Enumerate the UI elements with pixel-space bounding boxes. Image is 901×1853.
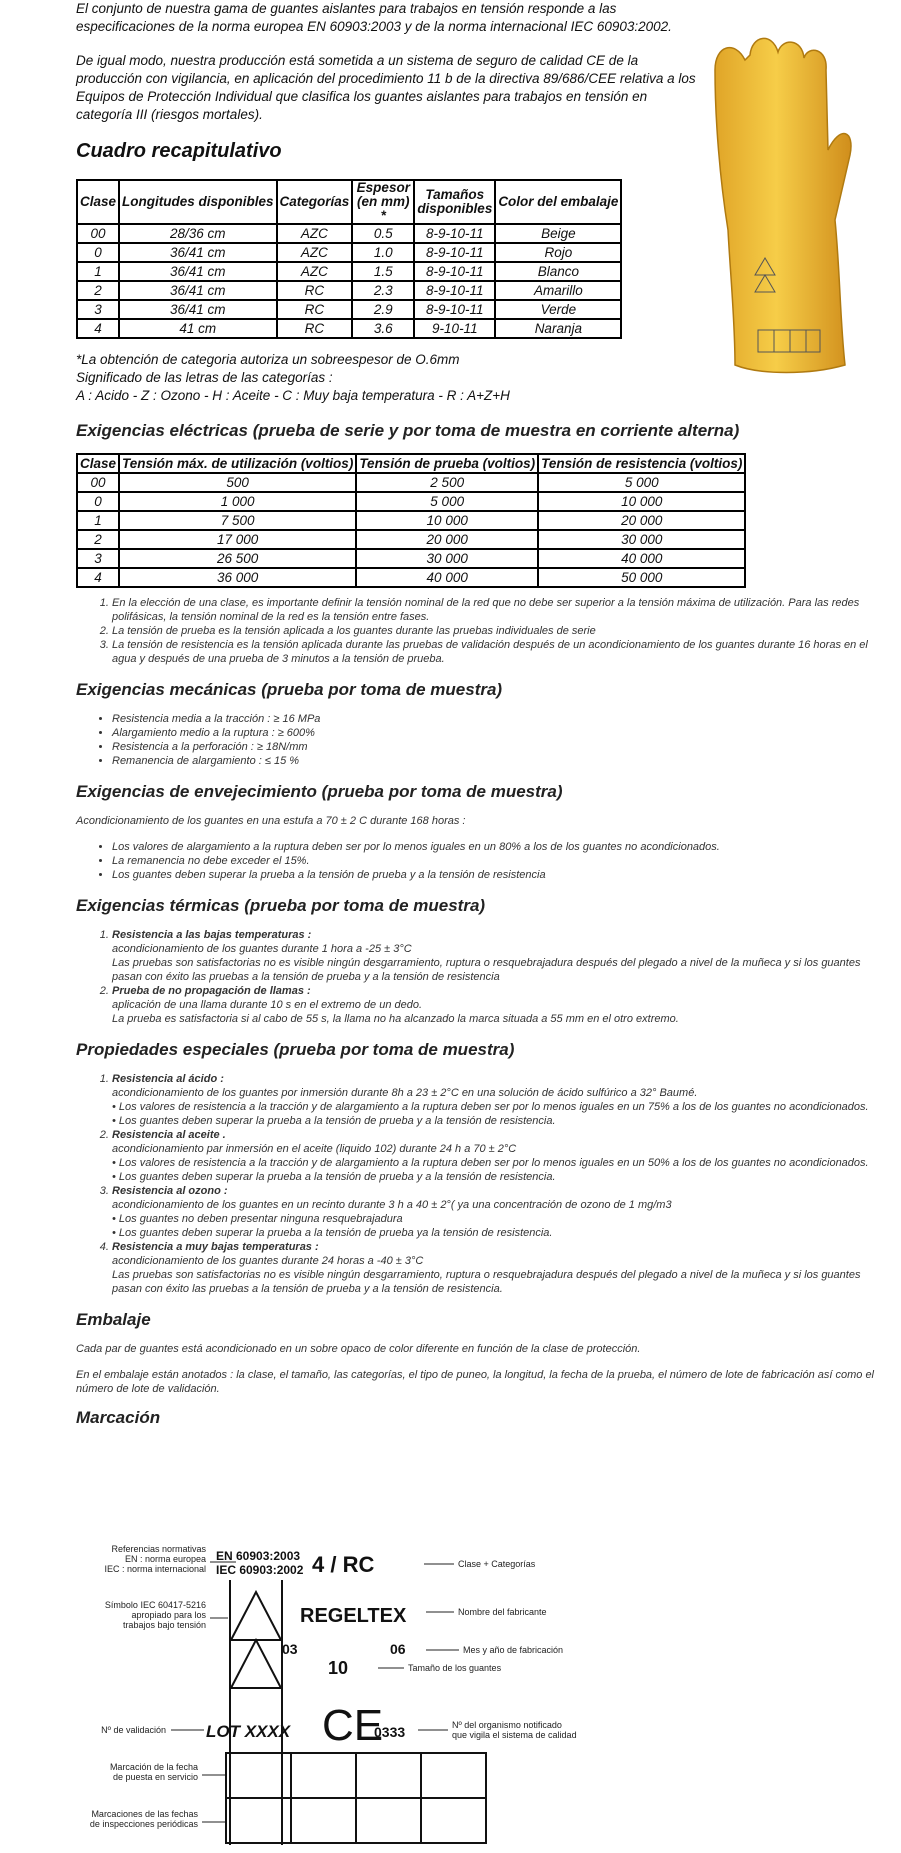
class-label: Clase + Categorías	[458, 1559, 536, 1569]
table-cell: Verde	[495, 300, 621, 319]
list-item: • Resistencia media a la tracción : ≥ 16 MPa	[112, 712, 876, 726]
standard-en: EN 60903:2003	[216, 1549, 301, 1563]
list-item: 3. La tensión de resistencia es la tensión aplicada durante las pruebas de validación después de un acondicionamiento de los guantes durante 16 horas en el agua y después de una prueba de 3 minutos a la tensión de prueba.	[112, 638, 876, 666]
table-cell: 2.9	[352, 300, 414, 319]
marking-diagram	[76, 1540, 676, 1845]
table-cell: 1.0	[352, 243, 414, 262]
table-cell: 40 000	[538, 549, 745, 568]
pointer-arrows	[171, 1562, 459, 1822]
list-item: 1. En la elección de una clase, es importante definir la tensión nominal de la red que no debe ser superior a la tensión máxima de utilización. Para las redes polifásicas, la tensión nominal de la red es la tensión entre fases.	[112, 596, 876, 624]
item-line: • Los guantes deben superar la prueba a la tensión de prueba y a la tensión de resistencia.	[112, 1115, 556, 1127]
table-cell: AZC	[277, 262, 353, 281]
table-cell: 0	[77, 492, 119, 511]
table-cell: 8-9-10-11	[414, 281, 495, 300]
table-cell: 8-9-10-11	[414, 300, 495, 319]
inspect-label-line: de inspecciones periódicas	[89, 1819, 198, 1829]
table-row	[77, 530, 745, 549]
item-line: acondicionamiento de los guantes durante 1 hora a -25 ± 3°C	[112, 943, 412, 955]
aging-intro: Acondicionamiento de los guantes en una estufa a 70 ± 2 C durante 168 horas :	[76, 815, 466, 827]
item-line: • Los guantes deben superar la prueba a la tensión de prueba y a la tensión de resistencia.	[112, 1171, 556, 1183]
list-item	[112, 1240, 876, 1296]
table-cell: 30 000	[538, 530, 745, 549]
table-row	[77, 262, 621, 281]
table-cell: 0	[77, 243, 119, 262]
standard-iec: IEC 60903:2002	[216, 1563, 304, 1577]
item-line: La prueba es satisfactoria si al cabo de 55 s, la llama no ha alcanzado la marca situada a 55 mm en el otro extremo.	[112, 1013, 679, 1025]
list-item: • Los valores de alargamiento a la ruptura deben ser por lo menos iguales en un 80% a los de los guantes no acondicionados.	[112, 840, 876, 854]
table-cell: 00	[77, 473, 119, 492]
electrical-notes	[76, 596, 876, 666]
table-cell: Naranja	[495, 319, 621, 338]
aging-title: Exigencias de envejecimiento (prueba por toma de muestra)	[76, 782, 563, 801]
item-line: • Los guantes deben superar la prueba a la tensión de prueba ya la tensión de resistencia.	[112, 1227, 553, 1239]
list-item	[112, 1184, 876, 1240]
header-cell: Categorías	[277, 180, 353, 224]
table-cell: 26 500	[119, 549, 356, 568]
intro-paragraph-2: De igual modo, nuestra producción está sometida a un sistema de seguro de calidad CE de la producción con vigilancia, en aplicación del procedimiento 11 b de la directiva 89/686/CEE relativa a los Equipos de Protección Individual que clasifica los guantes aislantes para trabajos en tensión en categoría III (riesgos mortales).	[76, 53, 696, 122]
table-cell: 4	[77, 568, 119, 587]
table-row	[77, 224, 621, 243]
table-cell: 500	[119, 473, 356, 492]
table-cell: 00	[77, 224, 119, 243]
table-cell: 1	[77, 511, 119, 530]
size-label: Tamaño de los guantes	[408, 1663, 502, 1673]
table-cell: 1 000	[119, 492, 356, 511]
std-label-line: Referencias normativas	[111, 1544, 206, 1554]
std-label-line: IEC : norma internacional	[104, 1564, 206, 1574]
table-cell: 20 000	[356, 530, 538, 549]
table-cell: 20 000	[538, 511, 745, 530]
table-cell: 36/41 cm	[119, 281, 277, 300]
category-meaning: A : Acido - Z : Ozono - H : Aceite - C : Muy baja temperatura - R : A+Z+H	[76, 388, 510, 403]
list-item	[112, 928, 876, 984]
aging-list	[76, 840, 876, 882]
fabrication-year: 06	[390, 1641, 406, 1657]
item-line: acondicionamiento par inmersión en el aceite (liquido 102) durante 24 h a 70 ± 2°C	[112, 1143, 517, 1155]
table-cell: 2 500	[356, 473, 538, 492]
special-title: Propiedades especiales (prueba por toma de muestra)	[76, 1040, 515, 1059]
table-cell: Beige	[495, 224, 621, 243]
list-item: • Alargamiento medio a la ruptura : ≥ 600%	[112, 726, 876, 740]
item-line: acondicionamiento de los guantes durante 24 horas a -40 ± 3°C	[112, 1255, 424, 1267]
item-heading: 1. Resistencia al ácido :	[112, 1073, 224, 1085]
table-cell: 5 000	[538, 473, 745, 492]
table-cell: 1	[77, 262, 119, 281]
std-label-line: EN : norma europea	[124, 1554, 206, 1564]
symbol-label-line: apropiado para los	[131, 1610, 206, 1620]
brand-label: Nombre del fabricante	[458, 1607, 547, 1617]
table-row	[77, 300, 621, 319]
header-cell: Clase	[77, 454, 119, 473]
electrical-table	[76, 453, 746, 588]
header-cell: Tensión de resistencia (voltios)	[538, 454, 745, 473]
item-heading: 1. Resistencia a las bajas temperaturas :	[112, 929, 312, 941]
table-cell: RC	[277, 281, 353, 300]
table-row	[77, 568, 745, 587]
list-item: • Remanencia de alargamiento : ≤ 15 %	[112, 754, 876, 768]
table-cell: RC	[277, 319, 353, 338]
thermal-title: Exigencias térmicas (prueba por toma de muestra)	[76, 896, 486, 915]
item-heading: 4. Resistencia a muy bajas temperaturas :	[112, 1241, 319, 1253]
table-row	[77, 511, 745, 530]
header-cell: Clase	[77, 180, 119, 224]
table-cell: 30 000	[356, 549, 538, 568]
table-cell: 2.3	[352, 281, 414, 300]
table-cell: 28/36 cm	[119, 224, 277, 243]
table-cell: 10 000	[356, 511, 538, 530]
item-line: acondicionamiento de los guantes en un recinto durante 3 h a 40 ± 2°( ya una concentración de ozono de 1 mg/m3	[112, 1199, 672, 1211]
packaging-paragraph-2: En el embalaje están anotados : la clase, el tamaño, las categorías, el tipo de puneo, la longitud, la fecha de la prueba, el número de lote de fabricación así como el número de lote de validación.	[76, 1369, 875, 1395]
item-line: • Los valores de resistencia a la tracción y de alargamiento a la ruptura deben ser por lo menos iguales en un 75% a los de los guantes no acondicionados.	[112, 1101, 869, 1113]
table-cell: 8-9-10-11	[414, 243, 495, 262]
thermal-list	[76, 928, 876, 1026]
thickness-note: *La obtención de categoria autoriza un sobreespesor de O.6mm	[76, 352, 460, 367]
table-cell: 41 cm	[119, 319, 277, 338]
table-cell: 4	[77, 319, 119, 338]
header-cell: Tensión de prueba (voltios)	[356, 454, 538, 473]
header-cell: Espesor (en mm) *	[352, 180, 414, 224]
list-item: • La remanencia no debe exceder el 15%.	[112, 854, 876, 868]
item-line: aplicación de una llama durante 10 s en el extremo de un dedo.	[112, 999, 423, 1011]
table-cell: 8-9-10-11	[414, 224, 495, 243]
lot-number: LOT XXXX	[206, 1722, 291, 1741]
symbol-label-line: Símbolo IEC 60417-5216	[104, 1600, 206, 1610]
header-cell: Tamaños disponibles	[414, 180, 495, 224]
brand-name: REGELTEX	[300, 1605, 407, 1627]
ce-mark: CE	[322, 1701, 384, 1750]
intro-paragraph-1: El conjunto de nuestra gama de guantes aislantes para trabajos en tensión responde a las especificaciones de la norma europea EN 60903:2003 y de la norma internacional IEC 60903:2002.	[76, 1, 672, 34]
category-meaning-title: Significado de las letras de las categorías :	[76, 370, 333, 385]
header-cell: Tensión máx. de utilización (voltios)	[119, 454, 356, 473]
table-cell: 3	[77, 549, 119, 568]
mechanical-title: Exigencias mecánicas (prueba por toma de muestra)	[76, 680, 503, 699]
list-item: • Los guantes deben superar la prueba a la tensión de prueba y a la tensión de resistencia	[112, 868, 876, 882]
item-heading: 3. Resistencia al ozono :	[112, 1185, 228, 1197]
table-cell: Amarillo	[495, 281, 621, 300]
item-heading: 2. Prueba de no propagación de llamas :	[112, 985, 311, 997]
marking-title: Marcación	[76, 1408, 161, 1427]
item-line: • Los valores de resistencia a la tracción y de alargamiento a la ruptura deben ser por lo menos iguales en un 50% a los de los guantes no acondicionados.	[112, 1157, 869, 1169]
table-cell: AZC	[277, 243, 353, 262]
ce-label-line: Nº del organismo notificado	[452, 1720, 562, 1730]
table-cell: 10 000	[538, 492, 745, 511]
table-row	[77, 492, 745, 511]
table-row	[77, 243, 621, 262]
header-cell: Color del embalaje	[495, 180, 621, 224]
table-row	[77, 549, 745, 568]
fabrication-month: 03	[282, 1641, 298, 1657]
table-cell: RC	[277, 300, 353, 319]
list-item	[112, 984, 876, 1026]
list-item	[112, 1128, 876, 1184]
table-row	[77, 319, 621, 338]
special-list	[76, 1072, 876, 1296]
list-item	[112, 1072, 876, 1128]
table-cell: 9-10-11	[414, 319, 495, 338]
table-cell: 36/41 cm	[119, 262, 277, 281]
inspection-grid	[226, 1753, 486, 1843]
list-item: 2. La tensión de prueba es la tensión aplicada a los guantes durante las pruebas individuales de serie	[112, 624, 876, 638]
table-cell: AZC	[277, 224, 353, 243]
electrical-table-header	[77, 454, 745, 473]
table-cell: 7 500	[119, 511, 356, 530]
table-cell: 2	[77, 530, 119, 549]
table-cell: 5 000	[356, 492, 538, 511]
table-row	[77, 473, 745, 492]
summary-table-header	[77, 180, 621, 224]
table-cell: 50 000	[538, 568, 745, 587]
table-cell: 3	[77, 300, 119, 319]
item-line: • Los guantes no deben presentar ninguna resquebrajadura	[112, 1213, 403, 1225]
iec-symbol-icon	[230, 1580, 282, 1845]
inspect-label-line: Marcaciones de las fechas	[91, 1809, 198, 1819]
item-line: Las pruebas son satisfactorias no es visible ningún desgarramiento, ruptura o resquebrajadura después del plegado a nivel de la muñeca y si los guantes pasan con éxito las pruebas a la tensión de prueba y a la tensión de resistencia.	[112, 1269, 861, 1295]
item-heading: 2. Resistencia al aceite .	[112, 1129, 226, 1141]
table-cell: 3.6	[352, 319, 414, 338]
table-cell: 2	[77, 281, 119, 300]
table-cell: 1.5	[352, 262, 414, 281]
service-label-line: de puesta en servicio	[112, 1772, 198, 1782]
table-cell: 40 000	[356, 568, 538, 587]
table-cell: 36/41 cm	[119, 243, 277, 262]
table-cell: 17 000	[119, 530, 356, 549]
item-line: acondicionamiento de los guantes por inmersión durante 8h a 23 ± 2°C en una solución de ácido sulfúrico a 32° Baumé.	[112, 1087, 698, 1099]
summary-table	[76, 179, 622, 339]
lot-label: Nº de validación	[101, 1725, 166, 1735]
service-label-line: Marcación de la fecha	[109, 1762, 198, 1772]
document-body	[76, 0, 876, 1440]
table-row	[77, 281, 621, 300]
mechanical-list	[76, 712, 876, 768]
packaging-paragraph-1: Cada par de guantes está acondicionado en un sobre opaco de color diferente en función de la clase de protección.	[76, 1343, 641, 1355]
ce-label-line: que vigila el sistema de calidad	[452, 1730, 577, 1740]
table-cell: 36 000	[119, 568, 356, 587]
header-cell: Longitudes disponibles	[119, 180, 277, 224]
symbol-label-line: trabajos bajo tensión	[122, 1620, 206, 1630]
summary-notes	[76, 351, 876, 405]
table-cell: 8-9-10-11	[414, 262, 495, 281]
packaging-title: Embalaje	[76, 1310, 151, 1329]
date-label: Mes y año de fabricación	[463, 1645, 564, 1655]
list-item: • Resistencia a la perforación : ≥ 18N/mm	[112, 740, 876, 754]
table-cell: Blanco	[495, 262, 621, 281]
electrical-title: Exigencias eléctricas (prueba de serie y por toma de muestra en corriente alterna)	[76, 421, 740, 440]
table-cell: Rojo	[495, 243, 621, 262]
notified-body-number: 0333	[374, 1724, 406, 1740]
glove-size: 10	[328, 1658, 349, 1678]
summary-title: Cuadro recapitulativo	[76, 140, 282, 162]
table-cell: 36/41 cm	[119, 300, 277, 319]
table-cell: 0.5	[352, 224, 414, 243]
item-line: Las pruebas son satisfactorias no es visible ningún desgarramiento, ruptura o resquebrajadura después del plegado a nivel de la muñeca y si los guantes pasan con éxito las pruebas a la tensión de prueba y a la tensión de resistencia	[112, 957, 861, 983]
class-category: 4 / RC	[312, 1552, 375, 1577]
